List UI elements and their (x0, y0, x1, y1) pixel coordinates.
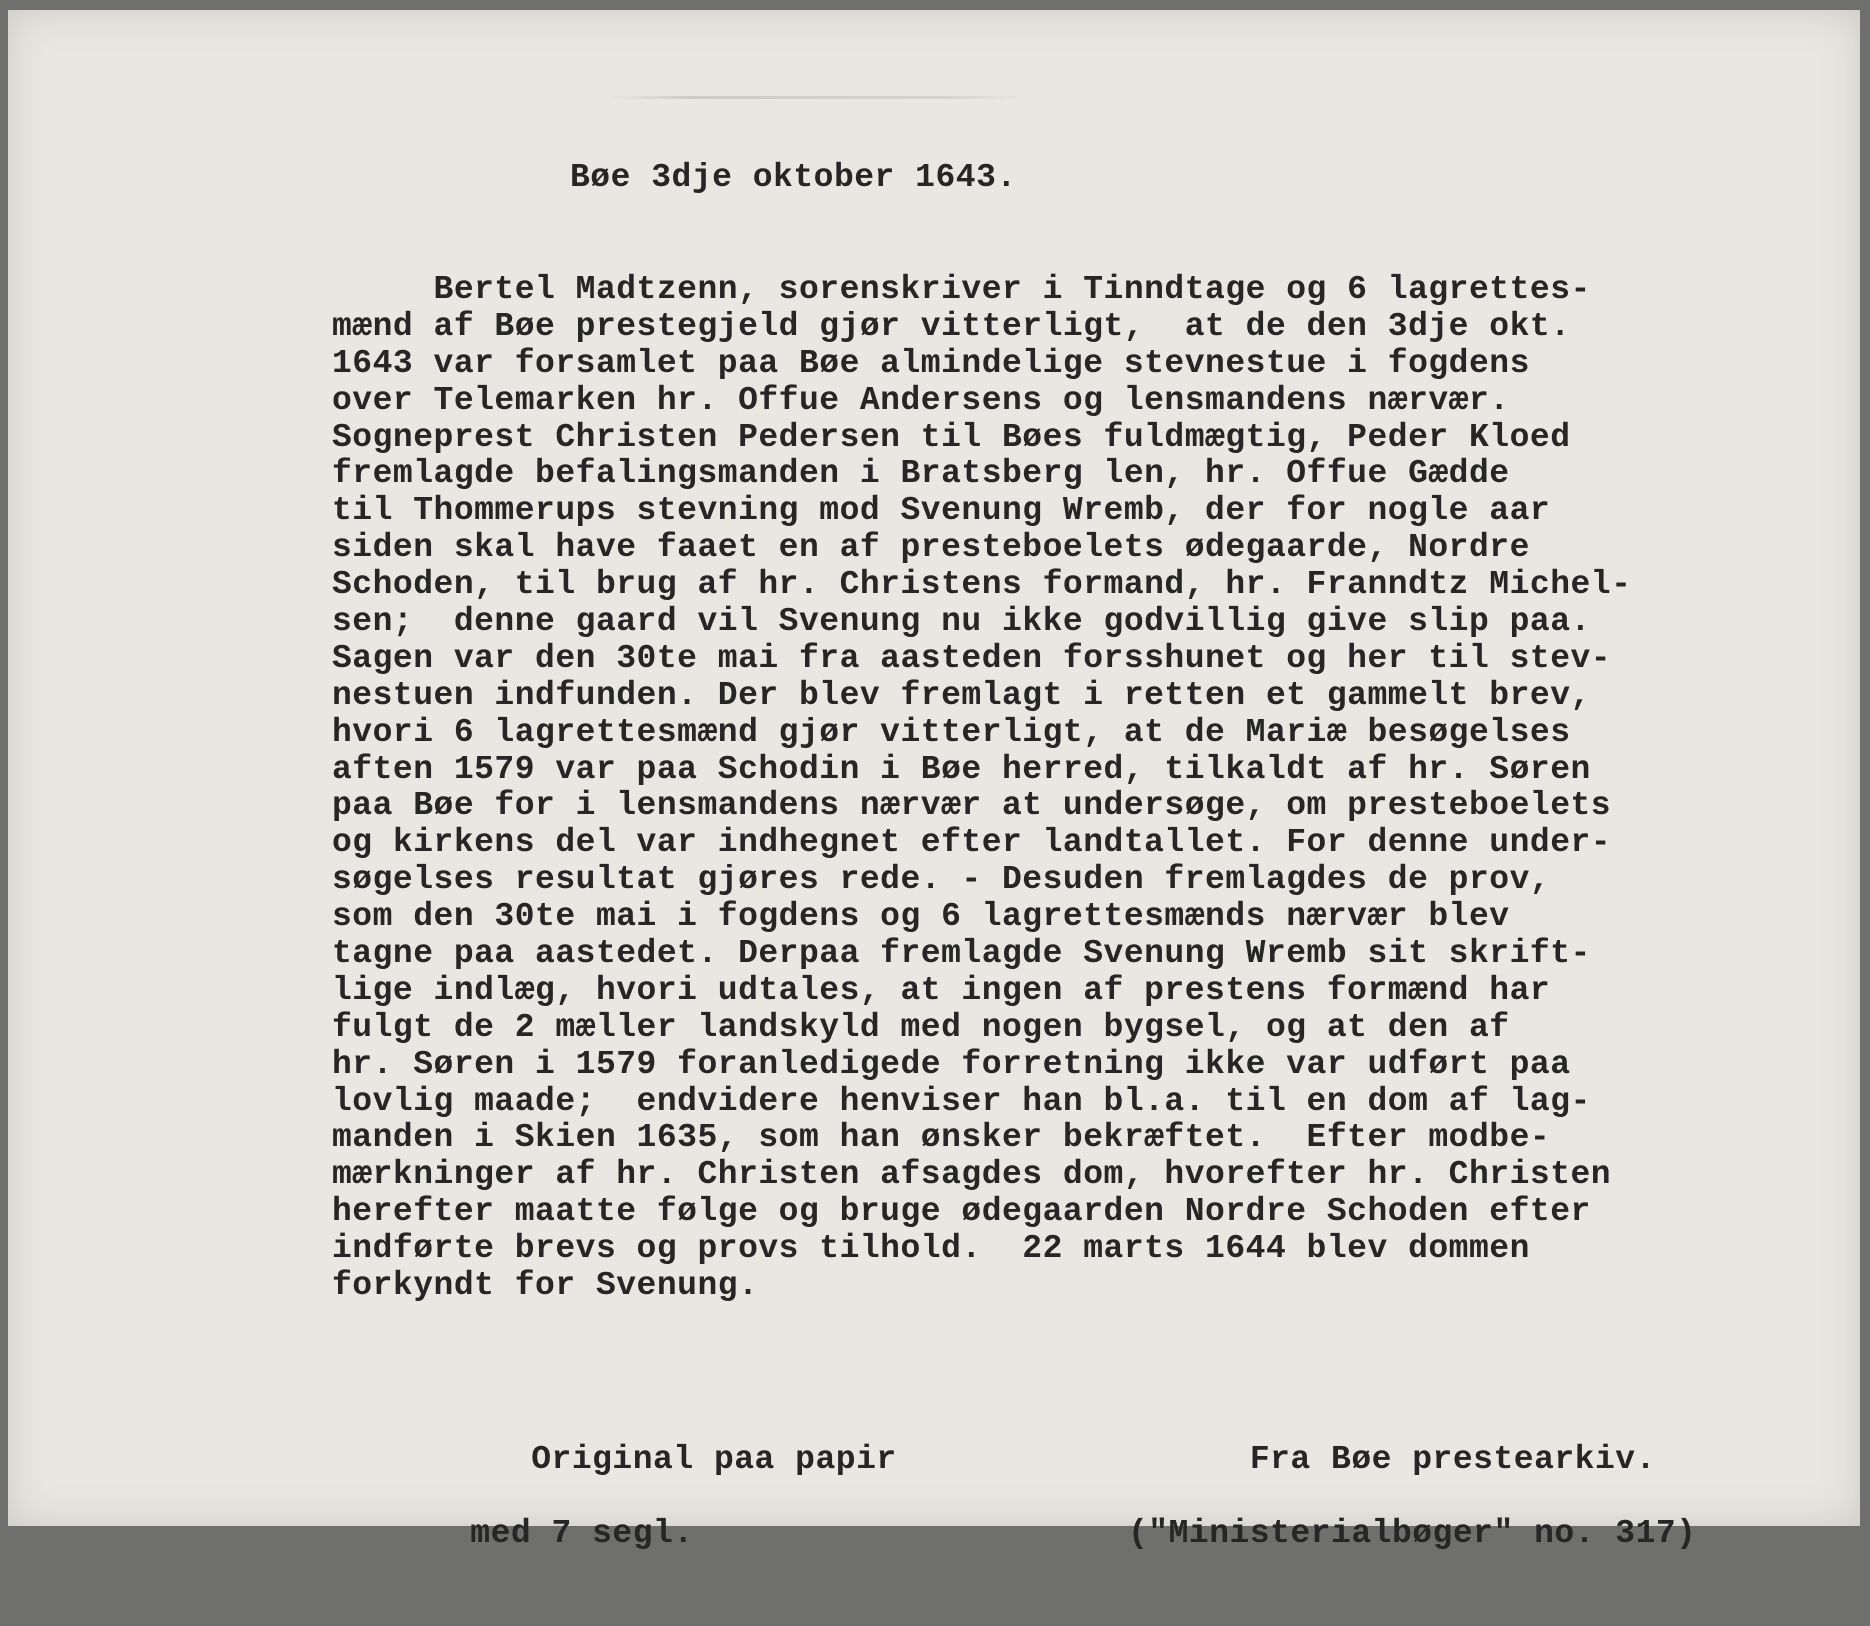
document-page (8, 10, 1860, 1552)
body-line: til Thommerups stevning mod Svenung Wremb, der for nogle aar (332, 492, 1551, 530)
body-line: hvori 6 lagrettesmænd gjør vitterligt, at de Mariæ besøgelses (332, 713, 1571, 751)
body-line: mærkninger af hr. Christen afsagdes dom, hvorefter hr. Christen (332, 1156, 1612, 1194)
footer-original-note (450, 1404, 897, 1626)
body-line: lige indlæg, hvori udtales, at ingen af prestens formænd har (332, 971, 1551, 1009)
body-line: paa Bøe for i lensmandens nærvær at undersøge, om presteboelets (332, 787, 1612, 825)
body-line: forkyndt for Svenung. (332, 1267, 759, 1305)
body-line: herefter maatte følge og bruge ødegaarden Nordre Schoden efter (332, 1193, 1591, 1231)
document-heading: Bøe 3dje oktober 1643. (570, 159, 1017, 196)
body-line: som den 30te mai i fogdens og 6 lagrettesmænds nærvær blev (332, 898, 1510, 936)
footer-left-line-1: Original paa papir (531, 1441, 897, 1478)
body-line: fremlagde befalingsmanden i Bratsberg len, hr. Offue Gædde (332, 455, 1510, 493)
body-line: mænd af Bøe prestegjeld gjør vitterligt, at de den 3dje okt. (332, 307, 1571, 345)
body-line: nestuen indfunden. Der blev fremlagt i retten et gammelt brev, (332, 676, 1591, 714)
body-line: tagne paa aastedet. Derpaa fremlagde Svenung Wremb sit skrift- (332, 935, 1591, 973)
body-line: manden i Skien 1635, som han ønsker bekræftet. Efter modbe- (332, 1119, 1551, 1157)
body-line: 1643 var forsamlet paa Bøe almindelige stevnestue i fogdens (332, 344, 1530, 382)
body-line: siden skal have faaet en af presteboelets ødegaarde, Nordre (332, 529, 1530, 567)
footer-right-line-1: Fra Bøe prestearkiv. (1209, 1441, 1656, 1478)
document-body (332, 272, 1631, 1305)
body-line: Sagen var den 30te mai fra aasteden forsshunet og her til stev- (332, 639, 1612, 677)
body-line: indførte brevs og provs tilhold. 22 marts 1644 blev dommen (332, 1230, 1530, 1268)
body-line: og kirkens del var indhegnet efter landtallet. For denne under- (332, 824, 1612, 862)
body-line: aften 1579 var paa Schodin i Bøe herred, tilkaldt af hr. Søren (332, 750, 1591, 788)
body-line: lovlig maade; endvidere henviser han bl.a. til en dom af lag- (332, 1082, 1591, 1120)
footer-right-line-2: ("Ministerialbøger" no. 317) (1128, 1515, 1697, 1552)
faint-header-rule (608, 96, 1028, 99)
body-line: over Telemarken hr. Offue Andersens og lensmandens nærvær. (332, 381, 1510, 419)
body-line: Schoden, til brug af hr. Christens formand, hr. Franndtz Michel- (332, 566, 1632, 604)
body-line: sen; denne gaard vil Svenung nu ikke godvillig give slip paa. (332, 603, 1591, 641)
body-line: Bertel Madtzenn, sorenskriver i Tinndtage og 6 lagrettes- (332, 271, 1591, 308)
body-line: hr. Søren i 1579 foranledigede forretning ikke var udført paa (332, 1045, 1571, 1083)
footer-source-note (1128, 1404, 1697, 1626)
body-line: fulgt de 2 mæller landskyld med nogen bygsel, og at den af (332, 1008, 1510, 1046)
body-line: søgelses resultat gjøres rede. - Desuden fremlagdes de prov, (332, 861, 1551, 899)
footer-left-line-2: med 7 segl. (450, 1515, 694, 1552)
body-line: Sogneprest Christen Pedersen til Bøes fuldmægtig, Peder Kloed (332, 418, 1571, 456)
